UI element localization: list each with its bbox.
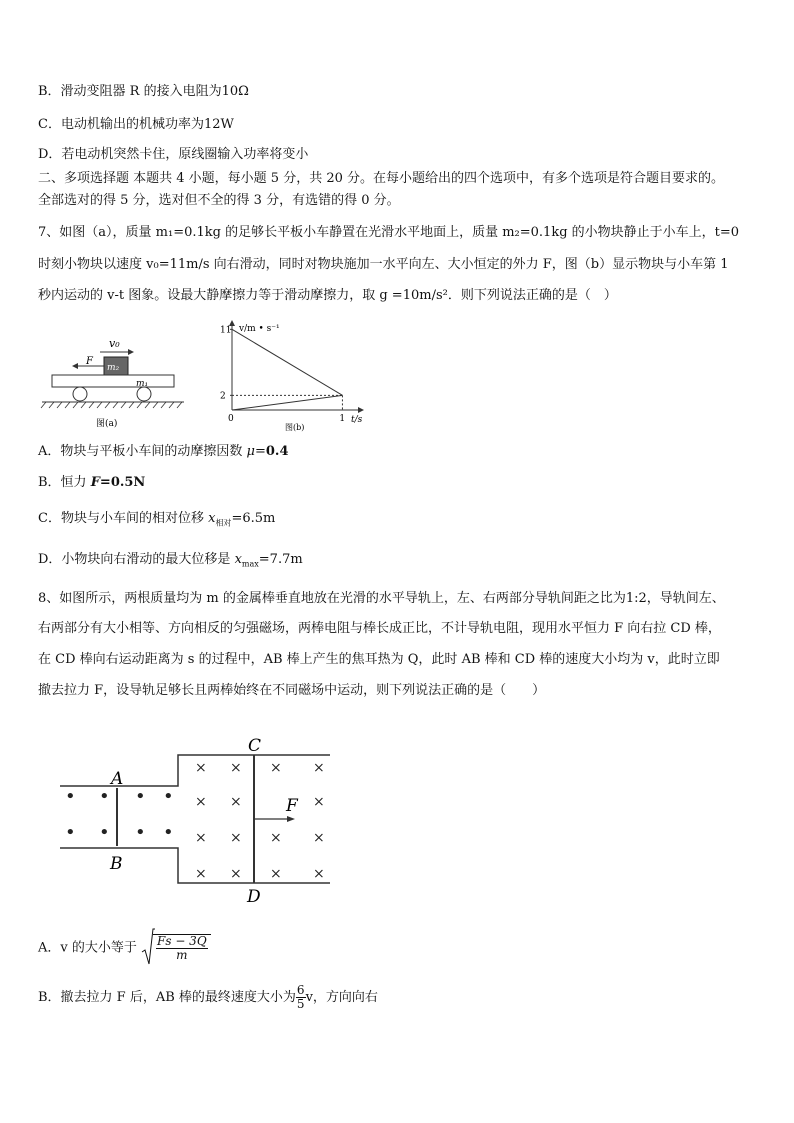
field-cross: × [230, 794, 242, 810]
section2-line1: 二、多项选择题 本题共 4 小题，每小题 5 分，共 20 分。在每小题给出的四个选项中，有多个选项是符合题目要求的。 [38, 171, 725, 186]
frac-numerator: 6 [296, 983, 305, 997]
field-dot: • [135, 786, 146, 807]
field-cross: × [313, 830, 325, 846]
field-cross: × [195, 830, 207, 846]
field-cross: × [313, 866, 325, 882]
field-dot: • [99, 822, 110, 843]
q8-option-b: B．撤去拉力 F 后，AB 棒的最终速度大小为 $\frac{6}{5}$ v，方向向右 [38, 983, 378, 1011]
field-dot: • [65, 822, 76, 843]
cart-m1 [52, 375, 174, 387]
label-d: D [247, 887, 261, 907]
q8-line2: 右两部分有大小相等、方向相反的匀强磁场，两棒电阻与棒长成正比，不计导轨电阻，现用水平恒力 F 向右拉 CD 棒， [38, 621, 721, 636]
frac-denominator: 5 [296, 997, 305, 1011]
series-line-0 [232, 329, 342, 395]
q8-line4: 撤去拉力 F，设导轨足够长且两棒始终在不同磁场中运动，则下列说法正确的是（ ） [38, 683, 546, 698]
q7-option-d: D．小物块向右滑动的最大位移是 $x_{max}=7.7m$ [38, 552, 303, 569]
q7-vt-chart [215, 318, 375, 433]
label-c: C [248, 736, 262, 756]
q7-line1: 7、如图（a），质量 m₁=0.1kg 的足够长平板小车静置在光滑水平地面上，质量 m₂=0.1kg 的小物块静止于小车上，t=0 [38, 225, 740, 240]
q7-figure-a [38, 330, 188, 430]
q8-line3: 在 CD 棒向右运动距离为 s 的过程中，AB 棒上产生的焦耳热为 Q，此时 AB 棒和 CD 棒的速度大小均为 v，此时立即 [38, 652, 720, 667]
q7-option-a: A．物块与平板小车间的动摩擦因数 μ=0.4 [38, 444, 289, 459]
field-cross: × [270, 866, 282, 882]
field-cross: × [230, 760, 242, 776]
series-line-1 [232, 395, 342, 410]
sqrt-denominator: m [176, 947, 188, 962]
label-v0: v₀ [109, 337, 120, 350]
field-cross: × [270, 830, 282, 846]
label-m2: m₂ [107, 363, 120, 373]
q7-option-c: C．物块与小车间的相对位移 $x_{相对}=6.5m$ [38, 511, 276, 528]
q6-option-b: B．滑动变阻器 R 的接入电阻为10Ω [38, 84, 249, 99]
y-tick-label: 11 [220, 325, 232, 336]
field-cross: × [270, 760, 282, 776]
label-a: A [111, 769, 124, 789]
q7-line3: 秒内运动的 v-t 图象。设最大静摩擦力等于滑动摩擦力，取 g =10m/s²．则下列说法正确的是（ ） [38, 288, 617, 303]
y-tick-label: 2 [220, 391, 226, 402]
q8-rails-figure [55, 730, 345, 910]
q7-option-b: B．恒力 F=0.5N [38, 475, 146, 490]
q6-option-d: D．若电动机突然卡住，原线圈输入功率将变小 [38, 147, 309, 162]
field-dot: • [99, 786, 110, 807]
caption-b: 图(b) [285, 423, 305, 432]
field-cross: × [313, 794, 325, 810]
label-f: F [286, 796, 298, 816]
field-dot: • [65, 786, 76, 807]
label-b: B [110, 854, 123, 874]
field-dot: • [163, 822, 174, 843]
field-cross: × [313, 760, 325, 776]
q8-option-a: A．v 的大小等于 $\frac{Fs - 3Q}{m}$ [38, 928, 211, 968]
origin-label: 0 [228, 414, 234, 424]
caption-a: 图(a) [96, 419, 118, 429]
field-cross: × [195, 760, 207, 776]
field-cross: × [195, 866, 207, 882]
y-axis-label: v/m • s⁻¹ [239, 324, 280, 334]
x-axis-label: t/s [351, 415, 363, 425]
x-tick-label: 1 [339, 414, 346, 424]
field-dot: • [135, 822, 146, 843]
q8-line1: 8、如图所示，两根质量均为 m 的金属棒垂直地放在光滑的水平导轨上，左、右两部分导轨间距之比为1:2，导轨间左、 [38, 591, 725, 606]
label-f: F [86, 356, 93, 367]
q7-line2: 时刻小物块以速度 v₀=11m/s 向右滑动，同时对物块施加一水平向左、大小恒定的外力 F，图（b）显示物块与小车第 1 [38, 257, 729, 272]
q6-option-c: C．电动机输出的机械功率为12W [38, 117, 234, 132]
label-m1: m₁ [136, 379, 149, 389]
field-cross: × [195, 794, 207, 810]
section2-line2: 全部选对的得 5 分，选对但不全的得 3 分，有选错的得 0 分。 [38, 193, 400, 208]
field-cross: × [230, 830, 242, 846]
field-cross: × [230, 866, 242, 882]
field-dot: • [163, 786, 174, 807]
sqrt-numerator: Fs − 3Q [157, 933, 207, 948]
